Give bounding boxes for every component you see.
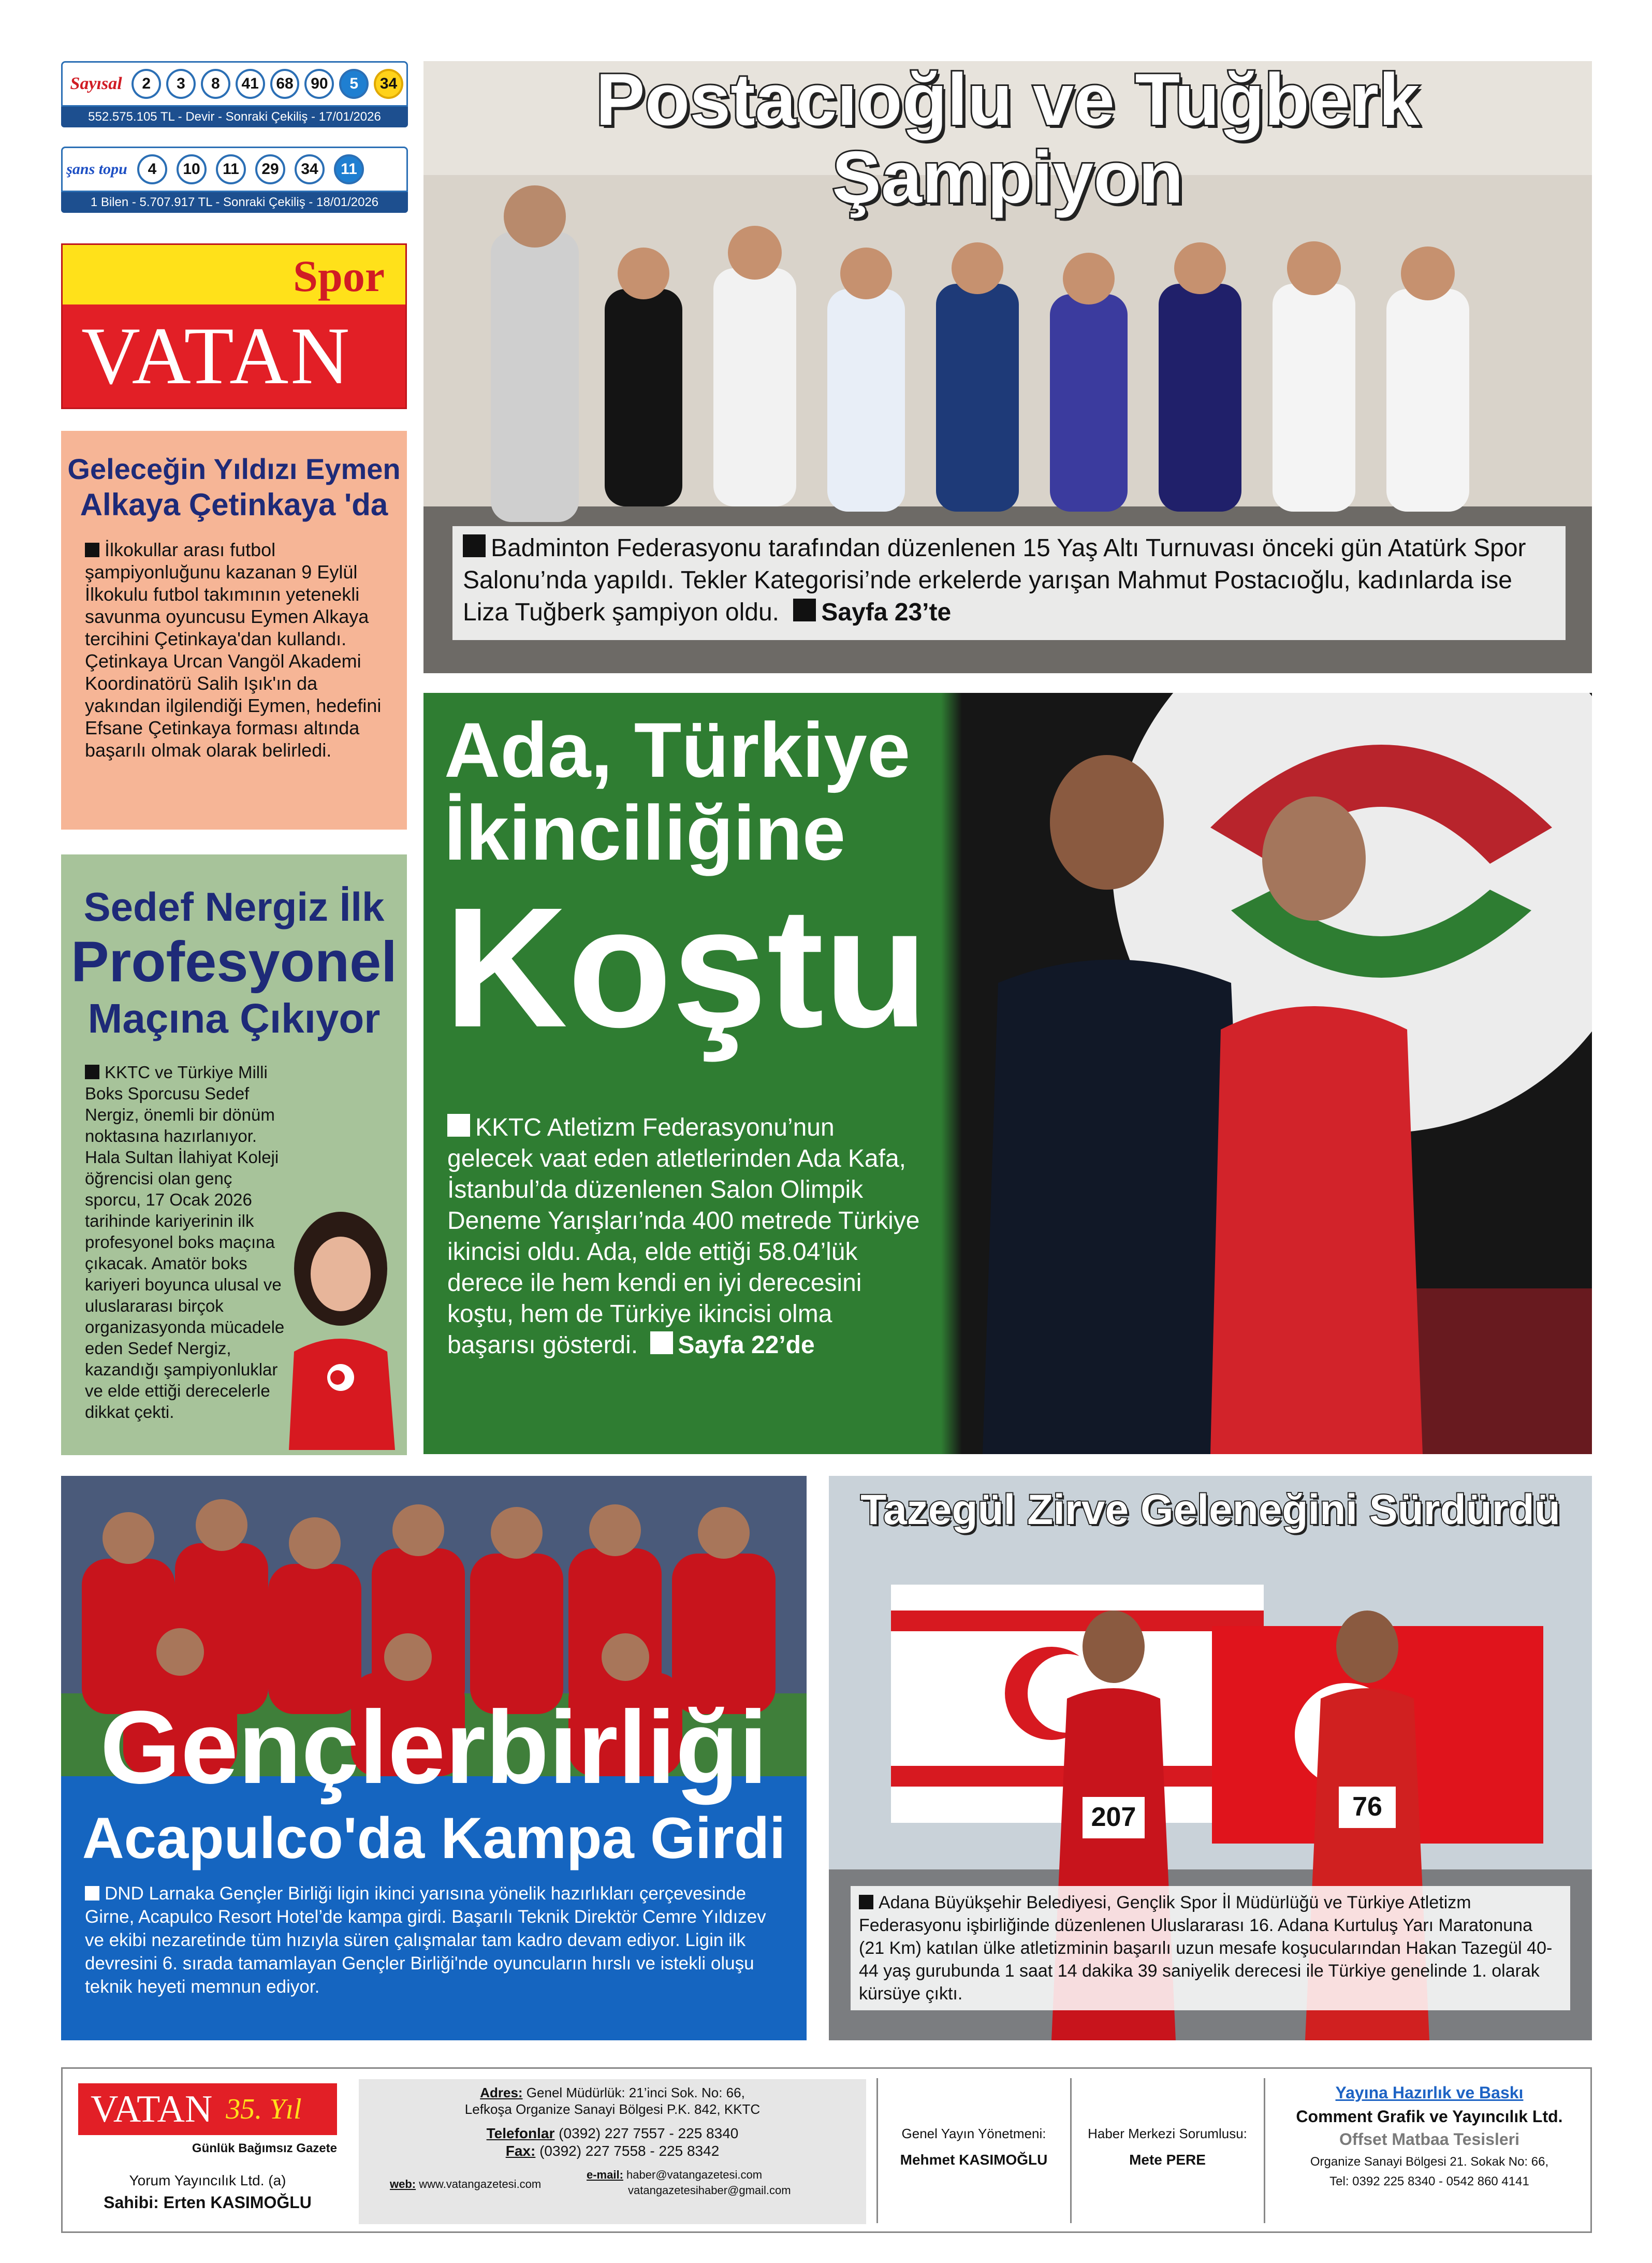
footer-logo: VATAN 35. Yıl bbox=[78, 2083, 337, 2135]
footer-contact-col bbox=[359, 2079, 866, 2224]
footer-print-company: Comment Grafik ve Yayıncılık Ltd. bbox=[1296, 2107, 1563, 2126]
side-story-2-body: KKTC ve Türkiye Milli Boks Sporcusu Sedef Nergiz, önemli bir dönüm noktasına hazırlanıyor. Hala Sultan İlahiyat Koleji öğrencisi olan genç sporcu, 17 Ocak 2026 tarihinde kariyerinin ilk profesyonel boks maçına çıkacak. Amatör boks kariyeri boyunca ulusal ve uluslararası birçok organizasyonda mücadele eden Sedef Nergiz, kazandığı şampiyonluklar ve elde ettiği derecelerle dikkat çekti. bbox=[85, 1063, 285, 1421]
footer-editor-name: Mehmet KASIMOĞLU bbox=[900, 2152, 1048, 2168]
footer-news-name: Mete PERE bbox=[1129, 2152, 1206, 2168]
footer-imprint bbox=[61, 2067, 1592, 2233]
bib-number-2: 76 bbox=[1352, 1792, 1382, 1822]
footer-news-col bbox=[1074, 2069, 1261, 2231]
section-label: Spor bbox=[63, 245, 405, 304]
top-story-headline: Postacıoğlu ve Tuğberk Şampiyon bbox=[595, 61, 1420, 219]
footer-logo-col bbox=[63, 2069, 353, 2231]
footer-divider bbox=[1264, 2078, 1265, 2223]
bullet-icon bbox=[650, 1331, 673, 1354]
footer-print-plant: Offset Matbaa Tesisleri bbox=[1339, 2130, 1519, 2149]
bullet-icon bbox=[447, 1114, 470, 1137]
sayisal-info: 552.575.105 TL - Devir - Sonraki Çekiliş - 17/01/2026 bbox=[61, 107, 408, 127]
side-story-2-headline: Sedef Nergiz İlk bbox=[83, 884, 385, 930]
bottom-right-caption: Adana Büyükşehir Belediyesi, Gençlik Spor İl Müdürlüğü ve Türkiye Atletizm Federasyonu işbirliğinde düzenlenen Uluslararası 16. Adana Kurtuluş Yarı Maratonuna (21 Km) katılan ülke atletizminin başarılı uzun mesafe koşucularından Hakan Tazegül 40-44 yaş gurubunda 1 saat 14 dakika 39 saniyelik derecesi ile Türkiye genelinde 1. olarak kürsüye çıktı. bbox=[851, 1886, 1570, 2010]
footer-editor-col bbox=[881, 2069, 1067, 2231]
lotto-ball: 11 bbox=[216, 154, 246, 184]
bullet-icon bbox=[85, 1065, 99, 1079]
footer-email: e-mail: haber@vatangazetesi.com vatangazetesihaber@gmail.com bbox=[587, 2168, 791, 2197]
side-story-eymen bbox=[61, 431, 407, 830]
lotto-ball: 41 bbox=[236, 69, 265, 99]
top-story-caption: Badminton Federasyonu tarafından düzenlenen 15 Yaş Altı Turnuvası önceki gün Atatürk Spor Salonu’nda yapıldı. Tekler Kategorisi’nde erkelerde yarışan Mahmut Postacıoğlu, kadınlarda ise Liza Tuğberk şampiyon oldu. Sayfa 23’te bbox=[452, 526, 1566, 640]
side-story-2-headline-2: Profesyonel bbox=[71, 930, 397, 994]
footer-address: Adres: Genel Müdürlük: 21’inci Sok. No: 66, Lefkoşa Organize Sanayi Bölgesi P.K. 842, KKTC bbox=[464, 2085, 761, 2117]
bullet-icon bbox=[85, 1886, 99, 1901]
footer-news-label: Haber Merkezi Sorumlusu: bbox=[1088, 2126, 1247, 2141]
footer-print-tel: Tel: 0392 225 8340 - 0542 860 4141 bbox=[1329, 2174, 1529, 2188]
lotto-ball: 2 bbox=[131, 69, 161, 99]
side-story-1-headline: Geleceğin Yıldızı Eymen bbox=[67, 453, 401, 485]
bullet-icon bbox=[859, 1895, 873, 1909]
side-story-2-headline-3: Maçına Çıkıyor bbox=[87, 995, 381, 1041]
boxer-portrait-image bbox=[284, 1207, 398, 1450]
top-story-page-ref: Sayfa 23’te bbox=[821, 599, 952, 626]
lotto-ball: 10 bbox=[177, 154, 207, 184]
bottom-right-headline: Tazegül Zirve Geleneğini Sürdürdü bbox=[860, 1486, 1560, 1533]
side-story-1-body: İlkokullar arası futbol şampiyonluğunu kazanan 9 Eylül İlkokulu futbol takımının yetenekli savunma oyuncusu Eymen Alkaya tercihini Çetinkaya'dan kullandı. Çetinkaya Urcan Vangöl Akademi Koordinatörü Salih Işık'ın da yakından ilgilendiği Eymen, hedefini Efsane Çetinkaya forması altında başarılı olmak olarak belirledi. bbox=[85, 539, 382, 761]
lotto-ball: 68 bbox=[270, 69, 300, 99]
bottom-left-headline: Gençlerbirliği bbox=[100, 1690, 768, 1805]
footer-tagline: Günlük Bağımsız Gazete bbox=[192, 2141, 337, 2155]
athletes-image bbox=[941, 693, 1592, 1454]
footer-print-title: Yayına Hazırlık ve Baskı bbox=[1335, 2083, 1524, 2102]
main-story bbox=[423, 693, 1592, 1454]
top-story-photo bbox=[423, 61, 1592, 673]
footer-print-address: Organize Sanayi Bölgesi 21. Sokak No: 66, bbox=[1310, 2155, 1549, 2169]
sans-topu-logo: şans topu bbox=[66, 161, 127, 178]
footer-divider bbox=[1070, 2078, 1072, 2223]
lotto-ball: 29 bbox=[255, 154, 285, 184]
sayisal-logo: Sayısal bbox=[70, 74, 122, 93]
lotto-ball: 34 bbox=[295, 154, 325, 184]
sans-topu-info: 1 Bilen - 5.707.917 TL - Sonraki Çekiliş - 18/01/2026 bbox=[61, 192, 408, 213]
bullet-icon bbox=[793, 599, 816, 621]
newspaper-logo: VATAN bbox=[81, 311, 352, 401]
bottom-right-story bbox=[829, 1476, 1592, 2040]
lotto-ball: 90 bbox=[304, 69, 334, 99]
bottom-left-headline-2: Acapulco'da Kampa Girdi bbox=[82, 1806, 786, 1870]
main-story-headline-3: Koştu bbox=[444, 872, 928, 1063]
side-story-sedef bbox=[61, 854, 407, 1455]
main-story-body: KKTC Atletizm Federasyonu’nun gelecek vaat eden atletlerinden Ada Kafa, İstanbul’da düzenlenen Salon Olimpik Deneme Yarışları’nda 400 metrede Türkiye ikincisi oldu. Ada, elde ettiği 58.04’lük derece ile hem kendi en iyi derecesini koştu, hem de Türkiye ikincisi olma başarısı gösterdi. Sayfa 22’de bbox=[447, 1114, 920, 1359]
joker-ball: 5 bbox=[339, 69, 369, 99]
footer-publisher: Yorum Yayıncılık Ltd. (a) bbox=[129, 2172, 286, 2188]
extra-ball: 11 bbox=[334, 154, 364, 184]
footer-owner: Sahibi: Erten KASIMOĞLU bbox=[104, 2193, 312, 2212]
lotto-ball: 8 bbox=[201, 69, 230, 99]
bottom-left-story bbox=[61, 1476, 807, 2040]
anniversary-label: 35. Yıl bbox=[226, 2093, 302, 2125]
main-story-page-ref: Sayfa 22’de bbox=[678, 1331, 815, 1359]
main-story-headline-2: İkinciliğine bbox=[444, 789, 846, 876]
footer-phones: Telefonlar (0392) 227 7557 - 225 8340 Fax: (0392) 227 7558 - 225 8342 bbox=[486, 2125, 739, 2159]
bib-number-1: 207 bbox=[1091, 1802, 1136, 1832]
masthead bbox=[61, 243, 407, 409]
bullet-icon bbox=[85, 543, 99, 557]
footer-web: web: www.vatangazetesi.com bbox=[390, 2178, 542, 2191]
super-ball: 34 bbox=[374, 69, 403, 99]
lotto-ball: 4 bbox=[137, 154, 167, 184]
side-story-1-headline-2: Alkaya Çetinkaya 'da bbox=[80, 487, 388, 522]
footer-divider bbox=[876, 2078, 878, 2223]
bottom-left-body: DND Larnaka Gençler Birliği ligin ikinci yarısına yönelik hazırlıkları çerçevesinde Girne, Acapulco Resort Hotel’de kampa girdi. Başarılı Teknik Direktör Cemre Yıldızev ve ekibi nezaretinde tüm hızıyla süren çalışmalar tam kadro devam ediyor. Ligin ilk devresini 6. sırada tamamlayan Gençler Birliği'nde oyuncuların hırslı ve istekli oluşu teknik heyeti memnun ediyor. bbox=[85, 1883, 766, 1997]
bullet-icon bbox=[463, 534, 486, 557]
footer-print-col bbox=[1269, 2069, 1590, 2231]
lotto-ball: 3 bbox=[166, 69, 196, 99]
footer-editor-label: Genel Yayın Yönetmeni: bbox=[901, 2126, 1046, 2141]
main-story-headline: Ada, Türkiye bbox=[444, 706, 911, 793]
sans-topu-panel bbox=[61, 147, 408, 213]
sayisal-lotto-panel bbox=[61, 61, 408, 127]
